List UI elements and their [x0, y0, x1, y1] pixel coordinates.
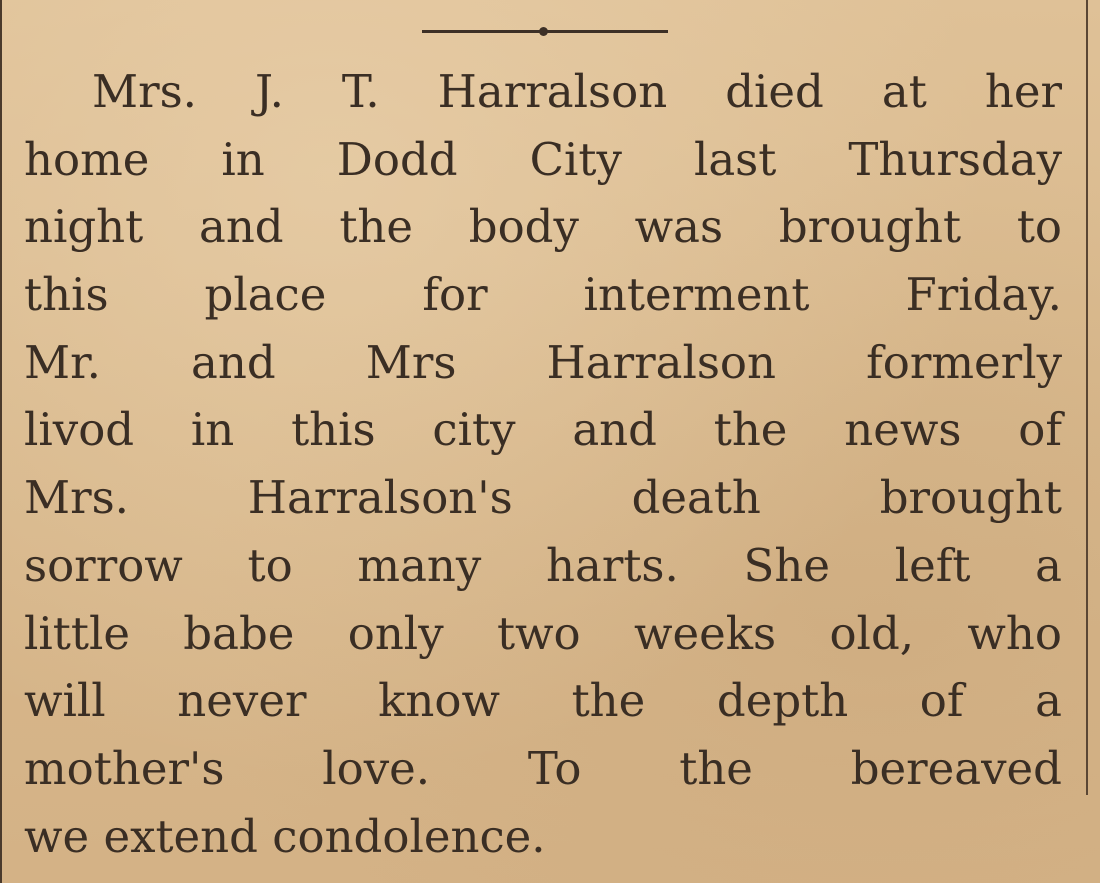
article-line: sorrow to many harts. She left a	[24, 538, 1062, 592]
obituary-paragraph	[24, 58, 1062, 870]
right-column-rule	[1086, 0, 1088, 795]
article-line: Mr. and Mrs Harralson formerly	[24, 335, 1062, 389]
article-line: this place for interment Friday.	[24, 268, 1062, 322]
left-column-rule	[0, 0, 2, 883]
article-line: mother's love. To the bereaved	[24, 741, 1062, 795]
article-line: livod in this city and the news of	[24, 403, 1062, 457]
article-line: night and the body was brought to	[24, 200, 1062, 254]
article-line: we extend condolence.	[24, 809, 546, 863]
top-divider-ornament	[539, 27, 548, 36]
article-line: Mrs. Harralson's death brought	[24, 471, 1062, 525]
article-line: little babe only two weeks old, who	[24, 606, 1062, 660]
article-line: will never know the depth of a	[24, 674, 1062, 728]
article-line: Mrs. J. T. Harralson died at her	[92, 65, 1062, 118]
article-line: home in Dodd City last Thursday	[24, 132, 1062, 186]
